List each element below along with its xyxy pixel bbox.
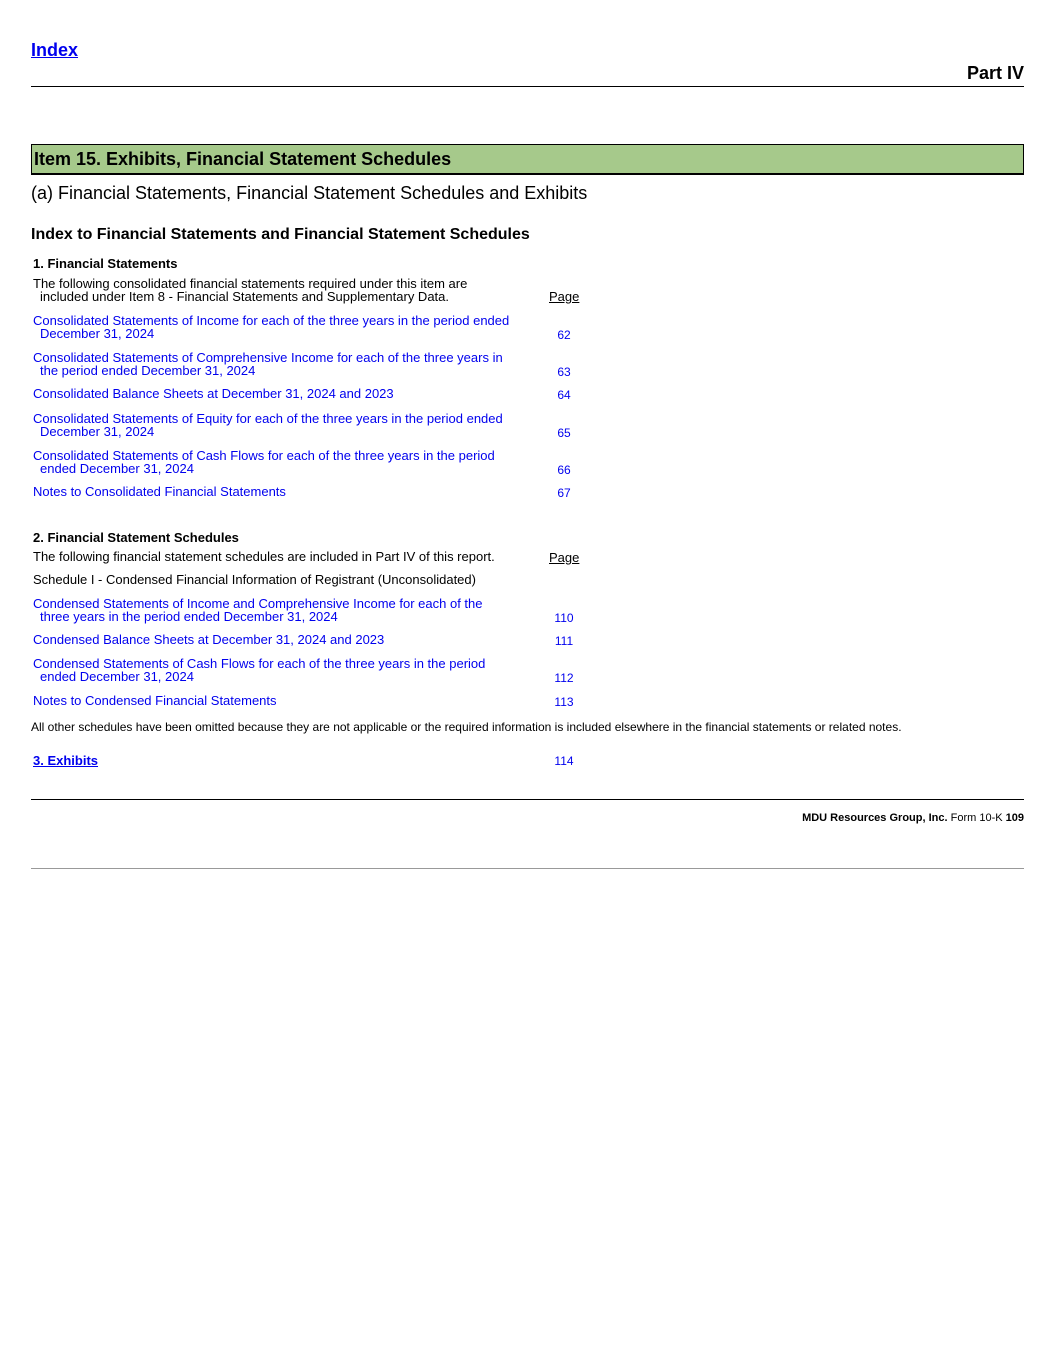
toc-entry-income[interactable] <box>33 314 533 340</box>
toc-entry-comprehensive-income[interactable] <box>33 351 533 377</box>
section1-intro-line1: The following consolidated financial statements required under this item are <box>33 276 468 291</box>
toc-entry-line1: Notes to Consolidated Financial Statements <box>33 484 286 499</box>
toc-entry-line1: Notes to Condensed Financial Statements <box>33 693 277 708</box>
toc-page-income[interactable]: 62 <box>557 328 571 342</box>
subheading: (a) Financial Statements, Financial Statement Schedules and Exhibits <box>31 183 588 203</box>
toc-entry-notes[interactable] <box>33 485 533 498</box>
toc-entry-line1: Consolidated Statements of Comprehensive Income for each of the three years in <box>33 350 503 365</box>
toc-page-condensed-cash-flows[interactable]: 112 <box>554 671 574 685</box>
toc-page-notes[interactable]: 67 <box>557 486 571 500</box>
exhibits-link[interactable]: 3. Exhibits <box>33 753 99 768</box>
index-heading: Index to Financial Statements and Financial Statement Schedules <box>31 226 530 243</box>
toc-page-condensed-balance-sheets[interactable]: 111 <box>554 634 574 648</box>
section2-title: 2. Financial Statement Schedules <box>33 530 239 545</box>
section1-page-header: Page <box>549 289 580 304</box>
toc-page-exhibits[interactable]: 114 <box>554 754 574 768</box>
footer-page-number: 109 <box>1005 812 1024 824</box>
omitted-schedules-note: All other schedules have been omitted because they are not applicable or the required information is included elsewhere in the financial statements or related notes. <box>31 720 902 734</box>
section1-intro-line2: included under Item 8 - Financial Statements and Supplementary Data. <box>40 289 450 304</box>
section2-page-header: Page <box>549 550 580 565</box>
toc-entry-line1: Condensed Statements of Income and Comprehensive Income for each of the <box>33 596 483 611</box>
toc-entry-line2: December 31, 2024 <box>40 424 155 439</box>
toc-entry-equity[interactable] <box>33 412 533 438</box>
toc-entry-line2: ended December 31, 2024 <box>40 669 194 684</box>
toc-entry-condensed-balance-sheets[interactable] <box>33 633 533 646</box>
header-divider <box>31 86 1024 87</box>
toc-entry-line2: December 31, 2024 <box>40 326 155 341</box>
part-label: Part IV <box>966 63 1024 83</box>
toc-page-condensed-notes[interactable]: 113 <box>554 695 574 709</box>
page-end-divider <box>31 868 1024 869</box>
index-link[interactable]: Index <box>31 40 79 60</box>
toc-page-condensed-income[interactable]: 110 <box>554 611 574 625</box>
toc-entry-condensed-income[interactable] <box>33 597 533 623</box>
toc-entry-cash-flows[interactable] <box>33 449 533 475</box>
item-title-banner: Item 15. Exhibits, Financial Statement Schedules <box>31 144 1024 175</box>
toc-entry-condensed-notes[interactable] <box>33 694 533 707</box>
toc-page-equity[interactable]: 65 <box>557 426 571 440</box>
section1-intro <box>33 277 467 303</box>
toc-entry-line1: Consolidated Balance Sheets at December 31, 2024 and 2023 <box>33 386 394 401</box>
toc-entry-line2: the period ended December 31, 2024 <box>40 363 256 378</box>
toc-page-balance-sheets[interactable]: 64 <box>557 388 571 402</box>
toc-entry-line1: Condensed Balance Sheets at December 31, 2024 and 2023 <box>33 632 385 647</box>
toc-entry-balance-sheets[interactable] <box>33 387 533 400</box>
section2-intro: The following financial statement schedules are included in Part IV of this report. <box>33 549 495 564</box>
section1-title: 1. Financial Statements <box>33 256 178 271</box>
footer-divider <box>31 799 1024 800</box>
toc-page-comprehensive-income[interactable]: 63 <box>557 365 571 379</box>
footer-form: Form 10-K <box>950 812 1003 824</box>
footer-company: MDU Resources Group, Inc. <box>802 812 948 824</box>
toc-entry-line1: Consolidated Statements of Equity for each of the three years in the period ended <box>33 411 503 426</box>
toc-entry-condensed-cash-flows[interactable] <box>33 657 533 683</box>
toc-entry-line1: Consolidated Statements of Income for each of the three years in the period ended <box>33 313 510 328</box>
page-footer <box>802 812 1024 824</box>
toc-entry-line1: Condensed Statements of Cash Flows for each of the three years in the period <box>33 656 486 671</box>
toc-page-cash-flows[interactable]: 66 <box>557 463 571 477</box>
toc-entry-line2: ended December 31, 2024 <box>40 461 194 476</box>
schedule-label: Schedule I - Condensed Financial Information of Registrant (Unconsolidated) <box>33 572 476 587</box>
toc-entry-line2: three years in the period ended December 31, 2024 <box>40 609 338 624</box>
toc-entry-line1: Consolidated Statements of Cash Flows for each of the three years in the period <box>33 448 495 463</box>
